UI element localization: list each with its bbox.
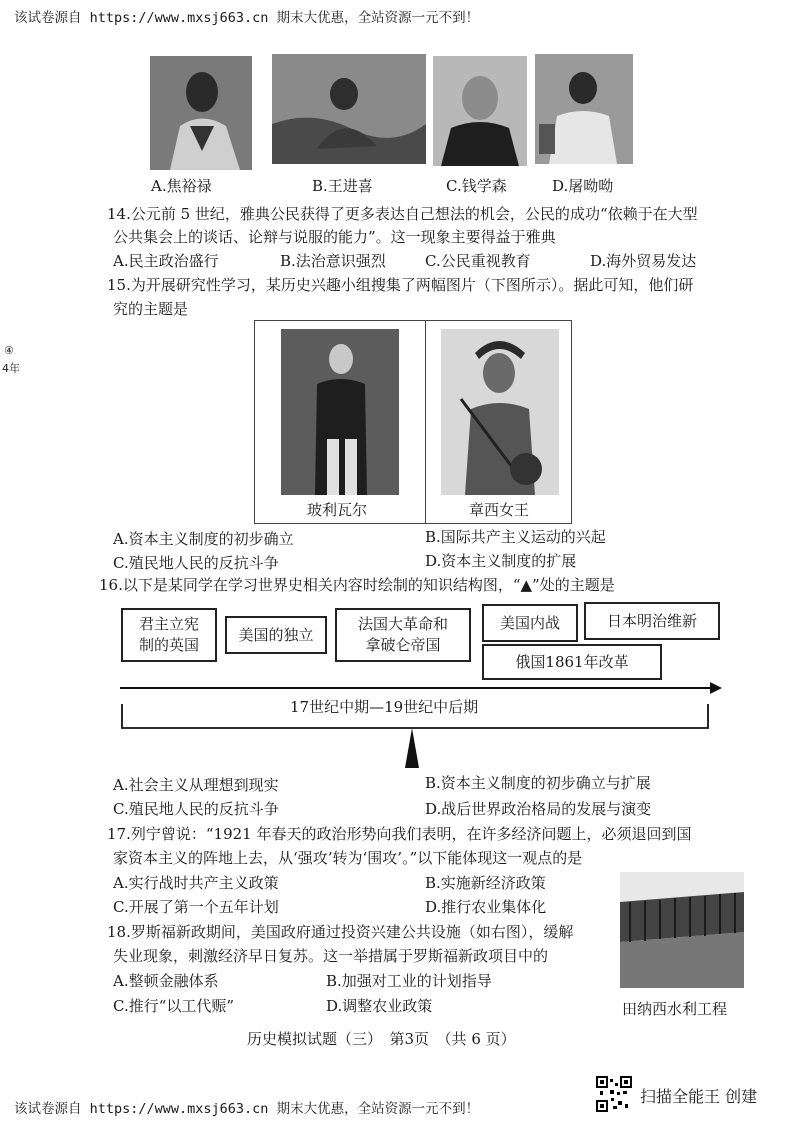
q18-option-c: C.推行“以工代赈” — [113, 997, 235, 1015]
box-russian-reform: 俄国1861年改革 — [482, 644, 662, 680]
q17-stem-line2: 家资本主义的阵地上去，从‘强攻’转为‘围攻’。”以下能体现这一观点的是 — [113, 849, 583, 867]
photo-qian-xuesen — [433, 56, 527, 166]
q14-option-a: A.民主政治盛行 — [113, 252, 219, 270]
photo-wang-jinxi — [272, 54, 426, 164]
q15-stem-line1: 15.为开展研究性学习，某历史兴趣小组搜集了两幅图片（下图所示）。据此可知，他们研 — [107, 276, 694, 294]
side-mark-year: 4年 — [2, 362, 20, 375]
photo-bolivar — [281, 329, 399, 495]
q18-stem-line1: 18.罗斯福新政期间，美国政府通过投资兴建公共设施（如右图），缓解 — [107, 923, 574, 941]
scanner-brand: 扫描全能王 创建 — [640, 1087, 758, 1106]
q18-option-d: D.调整农业政策 — [326, 997, 433, 1015]
timeline-label: 17世纪中期—19世纪中后期 — [290, 698, 479, 716]
q13-option-c: C.钱学森 — [446, 177, 507, 195]
q17-option-b: B.实施新经济政策 — [425, 874, 546, 892]
q15-image-frame — [254, 320, 572, 524]
q14-stem-line2: 公共集会上的谈话、论辩与说服的能力”。这一现象主要得益于雅典 — [113, 228, 556, 246]
q16-option-c: C.殖民地人民的反抗斗争 — [113, 800, 279, 818]
q14-option-b: B.法治意识强烈 — [280, 252, 386, 270]
q14-stem-line1: 14.公元前 5 世纪，雅典公民获得了更多表达自己想法的机会，公民的成功“依赖于在大型 — [107, 205, 698, 223]
q18-stem-line2: 失业现象，刺激经济早日复苏。这一举措属于罗斯福新政项目中的 — [113, 947, 549, 965]
page-footer: 历史模拟试题（三） 第3页 （共 6 页） — [247, 1030, 516, 1048]
q14-option-d: D.海外贸易发达 — [590, 252, 697, 270]
q17-stem-line1: 17.列宁曾说：“1921 年春天的政治形势向我们表明，在许多经济问题上，必须退回到国 — [107, 825, 692, 843]
qr-code-graphic — [596, 1076, 632, 1112]
box-meiji-restoration: 日本明治维新 — [584, 602, 720, 640]
photo-tva-dam — [620, 872, 744, 988]
q15-option-d: D.资本主义制度的扩展 — [425, 552, 577, 570]
q15-caption-rani: 章西女王 — [469, 501, 530, 519]
q17-option-d: D.推行农业集体化 — [425, 898, 547, 916]
q13-option-d: D.屠呦呦 — [552, 177, 614, 195]
watermark-bottom: 该试卷源自 https://www.mxsj663.cn 期末大优惠，全站资源一元不到！ — [14, 1101, 480, 1117]
photo-jiao-yulu — [150, 56, 252, 170]
q15-caption-bolivar: 玻利瓦尔 — [307, 501, 368, 519]
q15-frame-divider — [425, 321, 426, 523]
photo-jiao-yulu-image — [150, 56, 252, 170]
triangle-marker — [405, 728, 419, 768]
q16-option-b: B.资本主义制度的初步确立与扩展 — [425, 774, 651, 792]
q13-option-a: A.焦裕禄 — [151, 177, 212, 195]
qr-code-icon — [596, 1076, 632, 1112]
photo-rani-of-jhansi — [441, 329, 559, 495]
q17-option-a: A.实行战时共产主义政策 — [113, 874, 279, 892]
box-french-revolution: 法国大革命和 拿破仑帝国 — [335, 608, 471, 662]
watermark-top: 该试卷源自 https://www.mxsj663.cn 期末大优惠，全站资源一元不到！ — [14, 10, 480, 26]
q14-option-c: C.公民重视教育 — [425, 252, 531, 270]
q16-option-d: D.战后世界政治格局的发展与演变 — [425, 800, 652, 818]
photo-tu-youyou — [535, 54, 633, 164]
q18-option-b: B.加强对工业的计划指导 — [326, 972, 492, 990]
box-american-civil-war: 美国内战 — [482, 604, 578, 642]
q15-stem-line2: 究的主题是 — [113, 300, 189, 318]
photo-qian-xuesen-image — [433, 56, 527, 166]
photo-wang-jinxi-image — [272, 54, 426, 164]
side-mark: ④ — [4, 344, 14, 357]
photo-rani-image — [441, 329, 559, 495]
q16-timeline — [112, 676, 726, 772]
q15-option-c: C.殖民地人民的反抗斗争 — [113, 554, 279, 572]
photo-bolivar-image — [281, 329, 399, 495]
photo-tu-youyou-image — [535, 54, 633, 164]
q15-option-b: B.国际共产主义运动的兴起 — [425, 528, 606, 546]
q18-option-a: A.整顿金融体系 — [113, 972, 219, 990]
q18-photo-caption: 田纳西水利工程 — [622, 1000, 728, 1018]
timeline-arrowhead — [710, 682, 722, 694]
box-constitutional-britain: 君主立宪 制的英国 — [121, 608, 217, 662]
q16-stem: 16.以下是某同学在学习世界史相关内容时绘制的知识结构图，“▲”处的主题是 — [99, 576, 615, 594]
q17-option-c: C.开展了第一个五年计划 — [113, 898, 279, 916]
q16-option-a: A.社会主义从理想到现实 — [113, 776, 279, 794]
box-american-independence: 美国的独立 — [225, 616, 327, 654]
q15-option-a: A.资本主义制度的初步确立 — [113, 530, 294, 548]
q13-option-b: B.王进喜 — [312, 177, 373, 195]
photo-tva-dam-image — [620, 872, 744, 988]
